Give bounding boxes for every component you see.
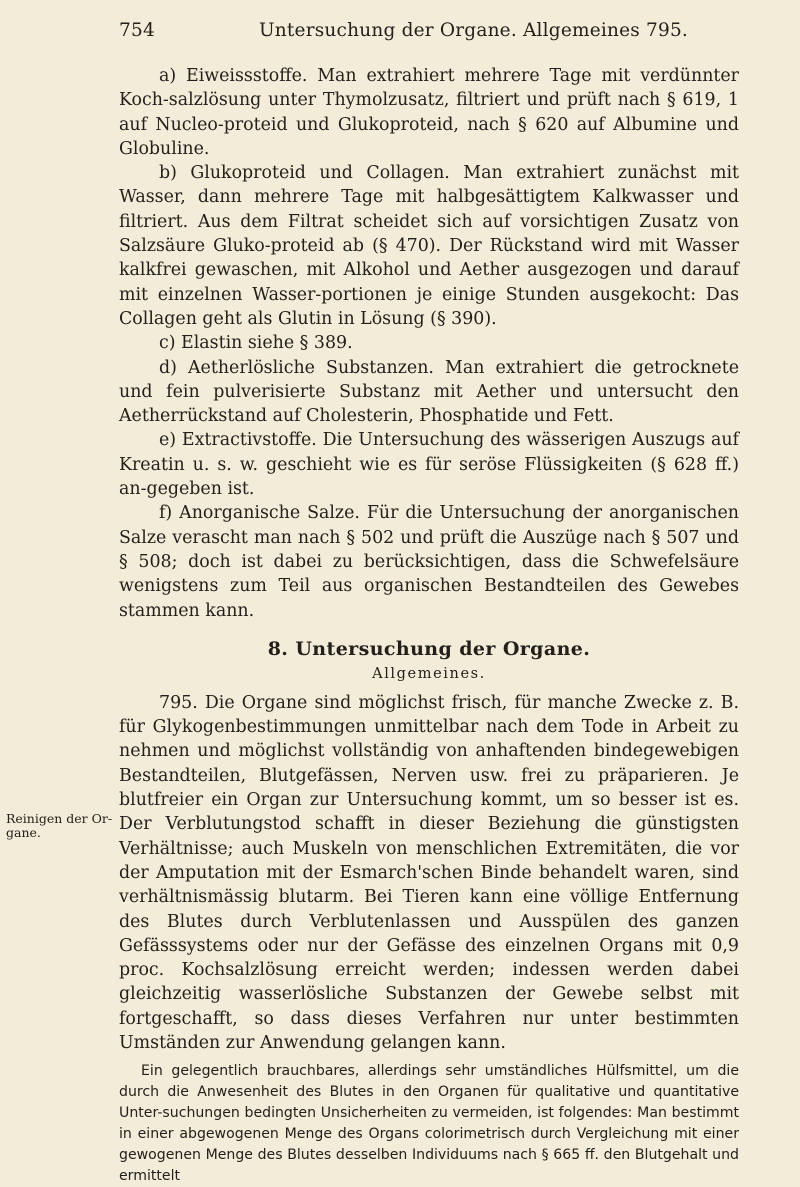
paragraph-b: b) Glukoproteid und Collagen. Man extrahiert zunächst mit Wasser, dann mehrere Tage mit halbgesättigtem Kalkwasser und filtriert. Aus dem Filtrat scheidet sich auf vorsichtigen Zusatz von Salzsäure Gluko-proteid ab (§ 470). Der Rückstand wird mit Wasser kalkfrei gewaschen, mit Alkohol und Aether ausgezogen und darauf mit einzelnen Wasser-portionen je einige Stunden ausgekocht: Das Collagen geht als Glutin in Lösung (§ 390). [119, 163, 739, 329]
running-title: Untersuchung der Organe. Allgemeines 795. [259, 20, 689, 41]
paragraph-d: d) Aetherlösliche Substanzen. Man extrahiert die getrocknete und fein pulverisierte Substanz mit Aether und untersucht den Aetherrückstand auf Cholesterin, Phosphatide und Fett. [119, 357, 739, 427]
margin-note: Reinigen der Or-gane. [6, 811, 113, 840]
section-title: 8. Untersuchung der Organe. [267, 637, 591, 660]
paragraph-a: a) Eiweissstoffe. Man extrahiert mehrere Tage mit verdünnter Koch-salzlösung unter Thymolzusatz, filtriert und prüft nach § 619, 1 auf Nucleo-proteid und Glukoproteid, nach § 620 auf Albumine und Globuline. [119, 66, 739, 159]
small-print-paragraph: Ein gelegentlich brauchbares, allerdings sehr umständliches Hülfsmittel, um die durch die Anwesenheit des Blutes in den Organen für qualitative und quantitative Unter-suchungen bedingten Unsicherheiten zu vermeiden, ist folgendes: Man bestimmt in einer abgewogenen Menge des Organs colorimetrisch durch Vergleichung mit einer gewogenen Menge des Blutes desselben Individuums nach § 665 ff. den Blutgehalt und ermittelt [119, 1063, 739, 1185]
paragraph-f: f) Anorganische Salze. Für die Untersuchung der anorganischen Salze verascht man nach § 502 und prüft die Auszüge nach § 507 und § 508; doch ist dabei zu berücksichtigen, dass die Schwefelsäure wenigstens zum Teil aus organischen Bestandteilen des Gewebes stammen kann. [119, 503, 739, 621]
page-body [119, 64, 739, 1187]
paragraph-e: e) Extractivstoffe. Die Untersuchung des wässerigen Auszugs auf Kreatin u. s. w. geschieht wie es für seröse Flüssigkeiten (§ 628 ff.) an-gegeben ist. [119, 430, 739, 500]
section-subtitle: Allgemeines. [372, 665, 486, 682]
page-number: 754 [119, 20, 155, 41]
main-paragraph: 795. Die Organe sind möglichst frisch, für manche Zwecke z. B. für Glykogenbestimmungen unmittelbar nach dem Tode in Arbeit zu nehmen und möglichst vollständig von anhaftenden bindegewebigen Bestandteilen, Blutgefässen, Nerven usw. frei zu präparieren. Je blutfreier ein Organ zur Untersuchung kommt, um so besser ist es. Der Verblutungstod schafft in dieser Beziehung die günstigsten Verhältnisse; auch Muskeln von menschlichen Extremitäten, die vor der Amputation mit der Esmarch'schen Binde behandelt waren, sind verhältnismässig blutarm. Bei Tieren kann eine völlige Entfernung des Blutes durch Verblutenlassen und Ausspülen des ganzen Gefässsystems oder nur der Gefässe des einzelnen Organs mit 0,9 proc. Kochsalzlösung erreicht werden; indessen werden dabei gleichzeitig wasserlösliche Substanzen der Gewebe selbst mit fortgeschafft, so dass dieses Verfahren nur unter bestimmten Umständen zur Anwendung gelangen kann. [119, 692, 739, 1053]
paragraph-c: c) Elastin siehe § 389. [159, 333, 353, 354]
page-header [119, 20, 739, 50]
